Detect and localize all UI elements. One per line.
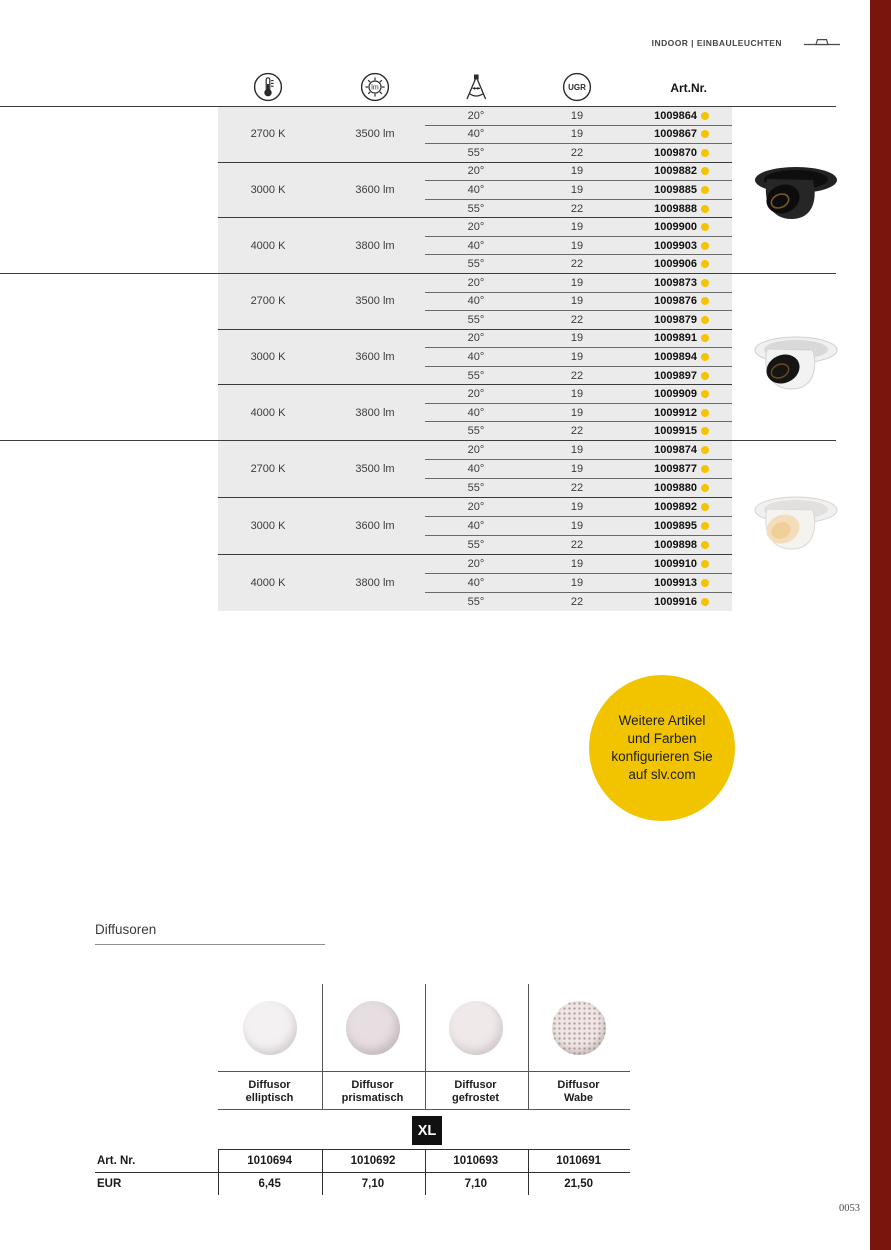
- temperature-group: [218, 329, 732, 385]
- ugr-value: 19: [570, 577, 584, 589]
- variant-row: [425, 459, 732, 478]
- beam-angle-icon: [461, 72, 491, 107]
- ugr-value: 22: [570, 482, 584, 494]
- article-number: 1009885: [654, 184, 697, 197]
- color-dot-yellow: [701, 372, 709, 380]
- ugr-value: 19: [570, 463, 584, 475]
- luminous-flux-value: 3500 lm: [355, 463, 395, 475]
- product-block-black: [218, 107, 732, 273]
- ugr-value: 19: [570, 184, 584, 197]
- beam-angle-value: 20°: [467, 444, 485, 456]
- article-number: 1009867: [654, 128, 697, 141]
- ugr-value: 22: [570, 146, 584, 159]
- variant-row: [425, 366, 732, 385]
- beam-angle-value: 55°: [467, 482, 485, 494]
- temperature-group: [218, 441, 732, 497]
- color-temperature-icon: [253, 72, 283, 107]
- variant-row: [425, 555, 732, 573]
- diffusor-art-number: 1010693: [453, 1155, 499, 1167]
- color-temperature-value: 3000 K: [250, 351, 286, 363]
- variant-row: [425, 236, 732, 255]
- beam-angle-value: 55°: [467, 146, 485, 159]
- beam-angle-value: 40°: [467, 406, 485, 419]
- diffusor-price: 7,10: [464, 1178, 487, 1190]
- article-number: 1009873: [654, 276, 697, 289]
- article-number: 1009898: [654, 539, 697, 551]
- temperature-group: [218, 274, 732, 329]
- luminous-flux-value: 3600 lm: [355, 351, 395, 363]
- color-dot-yellow: [701, 503, 709, 511]
- color-dot-yellow: [701, 297, 709, 305]
- diffusoren-grid: [218, 984, 630, 1110]
- luminous-flux-value: 3500 lm: [355, 128, 395, 141]
- beam-angle-value: 20°: [467, 165, 485, 178]
- diffusor-image-elliptisch: [218, 984, 321, 1071]
- recessed-luminaire-icon: [802, 36, 842, 55]
- diffusor-art-number: 1010692: [350, 1155, 396, 1167]
- ugr-value: 19: [570, 520, 584, 532]
- beam-angle-value: 40°: [467, 239, 485, 252]
- ugr-value: 22: [570, 539, 584, 551]
- variant-rows: [425, 555, 732, 611]
- color-dot-yellow: [701, 598, 709, 606]
- beam-angle-value: 20°: [467, 276, 485, 289]
- article-number: 1009895: [654, 520, 697, 532]
- ugr-value: 22: [570, 258, 584, 271]
- color-dot-yellow: [701, 390, 709, 398]
- color-temperature-value: 3000 K: [250, 184, 286, 196]
- variant-rows: [425, 107, 732, 162]
- color-dot-yellow: [701, 112, 709, 120]
- product-block-white-black: [218, 274, 732, 440]
- color-dot-yellow: [701, 130, 709, 138]
- color-dot-yellow: [701, 279, 709, 287]
- beam-angle-value: 55°: [467, 539, 485, 551]
- color-dot-yellow: [701, 427, 709, 435]
- article-number: 1009912: [654, 406, 697, 419]
- color-temperature-value: 4000 K: [250, 239, 286, 252]
- variant-row: [425, 180, 732, 199]
- ugr-value: 19: [570, 406, 584, 419]
- ugr-value: 19: [570, 501, 584, 513]
- article-number: 1009874: [654, 444, 697, 456]
- article-number: 1009906: [654, 258, 697, 271]
- beam-angle-value: 20°: [467, 221, 485, 234]
- color-dot-yellow: [701, 334, 709, 342]
- color-dot-yellow: [701, 223, 709, 231]
- article-number: 1009891: [654, 332, 697, 345]
- variant-row: [425, 441, 732, 459]
- art-number-row: [95, 1150, 630, 1172]
- article-number: 1009910: [654, 558, 697, 570]
- variant-rows: [425, 274, 732, 329]
- ugr-value: 19: [570, 332, 584, 345]
- ugr-value: 22: [570, 425, 584, 438]
- slv-configurator-badge: [589, 675, 735, 821]
- color-temperature-value: 4000 K: [250, 577, 286, 589]
- beam-angle-value: 40°: [467, 184, 485, 197]
- variant-row: [425, 125, 732, 144]
- eur-row-label: EUR: [97, 1178, 122, 1190]
- variant-rows: [425, 385, 732, 440]
- variant-row: [425, 292, 732, 311]
- temperature-group: [218, 107, 732, 162]
- ugr-value: 19: [570, 128, 584, 141]
- color-dot-yellow: [701, 149, 709, 157]
- article-number: 1009870: [654, 146, 697, 159]
- badge-text-line: auf slv.com: [628, 766, 696, 782]
- variant-row: [425, 535, 732, 554]
- variant-rows: [425, 330, 732, 385]
- variant-row: [425, 403, 732, 422]
- color-dot-yellow: [701, 316, 709, 324]
- badge-text-line: Weitere Artikel: [618, 713, 706, 729]
- beam-angle-value: 40°: [467, 577, 485, 589]
- beam-angle-value: 55°: [467, 313, 485, 326]
- luminous-flux-value: 3800 lm: [355, 239, 395, 252]
- ugr-value: 22: [570, 596, 584, 608]
- variant-row: [425, 199, 732, 218]
- color-temperature-value: 3000 K: [250, 520, 286, 532]
- luminous-flux-value: 3800 lm: [355, 406, 395, 419]
- color-dot-yellow: [701, 260, 709, 268]
- beam-angle-value: 55°: [467, 596, 485, 608]
- beam-angle-value: 40°: [467, 351, 485, 364]
- color-dot-yellow: [701, 560, 709, 568]
- temperature-group: [218, 554, 732, 611]
- beam-angle-value: 40°: [467, 295, 485, 308]
- ugr-value: 19: [570, 239, 584, 252]
- ugr-value: 22: [570, 313, 584, 326]
- ugr-value: 19: [570, 388, 584, 401]
- variant-row: [425, 163, 732, 181]
- color-temperature-value: 2700 K: [250, 295, 286, 308]
- ugr-icon: [562, 72, 592, 107]
- ugr-value: 19: [570, 165, 584, 178]
- product-photo-black: [744, 156, 846, 232]
- luminous-flux-value: 3500 lm: [355, 295, 395, 308]
- beam-angle-value: 20°: [467, 388, 485, 401]
- color-dot-yellow: [701, 186, 709, 194]
- diffusor-image-prismatisch: [321, 984, 424, 1071]
- variant-row: [425, 421, 732, 440]
- color-dot-yellow: [701, 579, 709, 587]
- art-row-label: Art. Nr.: [97, 1155, 136, 1167]
- artnr-column-header: Art.Nr.: [670, 81, 707, 95]
- diffusor-price: 21,50: [564, 1178, 593, 1190]
- variant-row: [425, 385, 732, 403]
- article-number: 1009892: [654, 501, 697, 513]
- diffusoren-title: Diffusoren: [95, 922, 325, 945]
- diffusor-label: Diffusor prismatisch: [341, 1079, 404, 1105]
- diffusor-price: 6,45: [258, 1178, 281, 1190]
- luminous-flux-value: 3600 lm: [355, 520, 395, 532]
- color-dot-yellow: [701, 167, 709, 175]
- beam-angle-value: 20°: [467, 109, 485, 122]
- variant-row: [425, 218, 732, 236]
- svg-text:lm: lm: [371, 84, 379, 92]
- variant-row: [425, 143, 732, 162]
- badge-text-line: konfigurieren Sie: [611, 749, 713, 764]
- variant-row: [425, 573, 732, 592]
- diffusor-image-wabe: [527, 984, 630, 1071]
- temperature-group: [218, 217, 732, 273]
- color-dot-yellow: [701, 484, 709, 492]
- row-divider: [218, 1109, 630, 1110]
- article-number: 1009879: [654, 313, 697, 326]
- eur-price-row: [95, 1173, 630, 1195]
- diffusor-price: 7,10: [361, 1178, 385, 1190]
- diffusor-label: Diffusor Wabe: [557, 1079, 600, 1105]
- size-xl-badge: XL: [412, 1116, 442, 1145]
- variant-row: [425, 478, 732, 497]
- ugr-value: 19: [570, 109, 584, 122]
- luminous-flux-value: 3600 lm: [355, 184, 395, 196]
- beam-angle-value: 40°: [467, 128, 485, 141]
- ugr-value: 19: [570, 221, 584, 234]
- variant-row: [425, 516, 732, 535]
- ugr-value: 19: [570, 558, 584, 570]
- ugr-value: 22: [570, 202, 584, 215]
- article-number: 1009880: [654, 482, 697, 494]
- temperature-group: [218, 384, 732, 440]
- temperature-group: [218, 162, 732, 218]
- ugr-value: 19: [570, 295, 584, 308]
- color-temperature-value: 2700 K: [250, 128, 286, 141]
- variant-row: [425, 274, 732, 292]
- variant-row: [425, 107, 732, 125]
- article-number: 1009876: [654, 295, 697, 308]
- breadcrumb: INDOOR | EINBAULEUCHTEN: [651, 38, 782, 48]
- article-number: 1009903: [654, 239, 697, 252]
- article-number: 1009913: [654, 577, 697, 589]
- beam-angle-value: 55°: [467, 258, 485, 271]
- beam-angle-value: 40°: [467, 463, 485, 475]
- article-number: 1009915: [654, 425, 697, 438]
- article-number: 1009888: [654, 202, 697, 215]
- color-temperature-value: 2700 K: [250, 463, 286, 475]
- ugr-value: 19: [570, 444, 584, 456]
- article-number: 1009909: [654, 388, 697, 401]
- diffusor-image-gefrostet: [424, 984, 527, 1071]
- product-block-white: [218, 441, 732, 611]
- diffusor-art-number: 1010694: [247, 1155, 293, 1167]
- beam-angle-value: 55°: [467, 425, 485, 438]
- color-dot-yellow: [701, 541, 709, 549]
- beam-angle-value: 55°: [467, 202, 485, 215]
- diffusor-art-number: 1010691: [556, 1155, 601, 1167]
- variant-row: [425, 592, 732, 611]
- color-temperature-value: 4000 K: [250, 406, 286, 419]
- ugr-value: 22: [570, 369, 584, 382]
- variant-rows: [425, 498, 732, 554]
- variant-row: [425, 254, 732, 273]
- article-number: 1009897: [654, 369, 697, 382]
- variant-rows: [425, 163, 732, 218]
- ugr-value: 19: [570, 276, 584, 289]
- luminous-flux-icon: [360, 72, 390, 107]
- beam-angle-value: 20°: [467, 501, 485, 513]
- product-photo-white: [744, 486, 846, 562]
- article-number: 1009900: [654, 221, 697, 234]
- diffusor-label: Diffusor elliptisch: [245, 1079, 294, 1105]
- page-number: 0053: [839, 1203, 860, 1214]
- ugr-value: 19: [570, 351, 584, 364]
- product-photo-white-black: [744, 326, 846, 402]
- temperature-group: [218, 497, 732, 554]
- article-number: 1009894: [654, 351, 697, 364]
- variant-row: [425, 498, 732, 516]
- article-number: 1009882: [654, 165, 697, 178]
- color-dot-yellow: [701, 242, 709, 250]
- variant-row: [425, 347, 732, 366]
- beam-angle-value: 20°: [467, 332, 485, 345]
- color-dot-yellow: [701, 446, 709, 454]
- variant-rows: [425, 441, 732, 497]
- color-dot-yellow: [701, 409, 709, 417]
- beam-angle-value: 55°: [467, 369, 485, 382]
- variant-row: [425, 330, 732, 348]
- article-number: 1009864: [654, 109, 697, 122]
- diffusoren-price-table: [95, 1149, 630, 1196]
- color-dot-yellow: [701, 353, 709, 361]
- variant-rows: [425, 218, 732, 273]
- color-dot-yellow: [701, 522, 709, 530]
- variant-row: [425, 310, 732, 329]
- beam-angle-value: 40°: [467, 520, 485, 532]
- article-number: 1009877: [654, 463, 697, 475]
- badge-text-line: und Farben: [627, 731, 697, 747]
- luminous-flux-value: 3800 lm: [355, 577, 395, 589]
- article-number: 1009916: [654, 596, 697, 608]
- beam-angle-value: 20°: [467, 558, 485, 570]
- svg-text:UGR: UGR: [568, 83, 586, 92]
- page-edge-red-bar: [870, 0, 891, 1250]
- color-dot-yellow: [701, 205, 709, 213]
- diffusor-label: Diffusor gefrostet: [451, 1079, 500, 1105]
- color-dot-yellow: [701, 465, 709, 473]
